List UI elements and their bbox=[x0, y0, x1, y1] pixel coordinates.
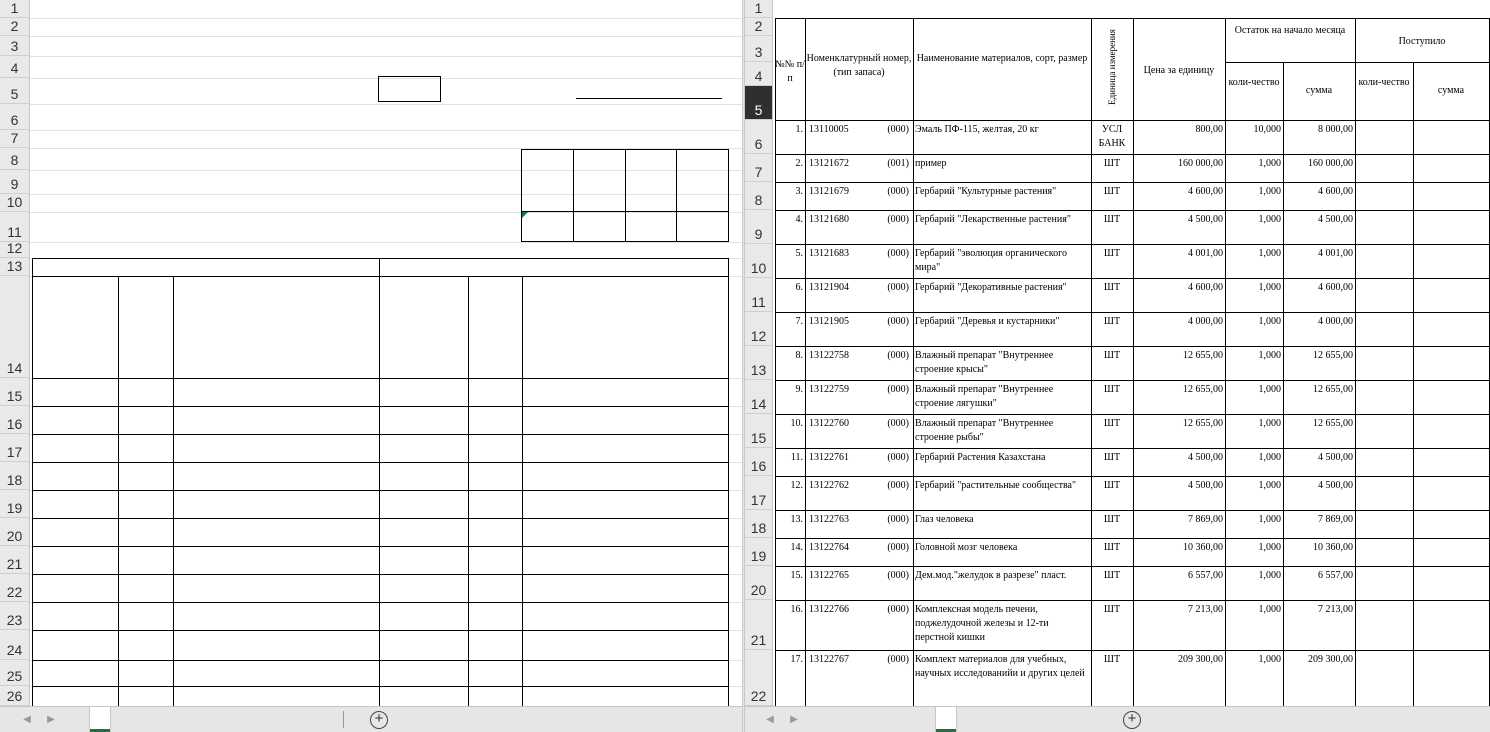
nomenclature-code: 13122763 bbox=[809, 514, 849, 525]
balance-qty: 1,000 bbox=[1258, 316, 1281, 327]
row-header[interactable]: 13 bbox=[0, 258, 29, 276]
row-header[interactable]: 21 bbox=[0, 546, 29, 574]
row-header[interactable]: 4 bbox=[0, 56, 29, 78]
row-number: 16. bbox=[790, 604, 803, 615]
row-header[interactable]: 2 bbox=[0, 18, 29, 36]
price: 4 600,00 bbox=[1188, 282, 1223, 293]
unit: ШТ bbox=[1103, 514, 1121, 525]
approve-signature-line bbox=[576, 98, 722, 99]
row-header[interactable]: 15 bbox=[745, 414, 772, 448]
row-header-column[interactable] bbox=[0, 0, 30, 706]
nomenclature-code: 13122767 bbox=[809, 654, 849, 665]
row-header[interactable]: 7 bbox=[0, 130, 29, 148]
price: 6 557,00 bbox=[1188, 570, 1223, 581]
price: 160 000,00 bbox=[1178, 158, 1223, 169]
stock-type: (000) bbox=[887, 248, 909, 259]
balance-sum: 4 500,00 bbox=[1318, 214, 1353, 225]
unit: ШТ bbox=[1103, 418, 1121, 429]
material-name: Гербарий "Культурные растения" bbox=[915, 186, 1057, 197]
stock-type: (000) bbox=[887, 604, 909, 615]
row-header[interactable]: 12 bbox=[0, 242, 29, 258]
unit: ШТ bbox=[1103, 214, 1121, 225]
row-number: 9. bbox=[795, 384, 803, 395]
nomenclature-code: 13121680 bbox=[809, 214, 849, 225]
row-header[interactable]: 1 bbox=[745, 0, 772, 18]
unit: ШТ bbox=[1103, 384, 1121, 395]
balance-sum: 4 600,00 bbox=[1318, 186, 1353, 197]
balance-sum: 4 001,00 bbox=[1318, 248, 1353, 259]
nomenclature-code: 13122758 bbox=[809, 350, 849, 361]
balance-sum: 12 655,00 bbox=[1313, 350, 1353, 361]
tab-fmu54[interactable] bbox=[90, 707, 110, 732]
right-sheet-pane[interactable] bbox=[745, 0, 1490, 706]
row-number: 17. bbox=[790, 654, 803, 665]
unit: ШТ bbox=[1103, 480, 1121, 491]
col-name-header: Наименование материалов, сорт, размер bbox=[916, 53, 1088, 64]
row-number: 13. bbox=[790, 514, 803, 525]
balance-sum: 4 500,00 bbox=[1318, 480, 1353, 491]
row-number: 10. bbox=[790, 418, 803, 429]
left-sheet-pane[interactable] bbox=[0, 0, 742, 706]
row-header[interactable]: 25 bbox=[0, 660, 29, 686]
material-name: Гербарий Растения Казахстана bbox=[915, 452, 1046, 463]
nomenclature-code: 13121679 bbox=[809, 186, 849, 197]
row-header[interactable]: 23 bbox=[0, 602, 29, 630]
report-number-field[interactable] bbox=[378, 76, 441, 102]
balance-qty: 1,000 bbox=[1258, 542, 1281, 553]
row-header[interactable]: 11 bbox=[745, 278, 772, 312]
nomenclature-code: 13122759 bbox=[809, 384, 849, 395]
price: 12 655,00 bbox=[1183, 384, 1223, 395]
price: 12 655,00 bbox=[1183, 350, 1223, 361]
material-name: Влажный препарат "Внутреннее строение крысы" bbox=[915, 350, 1054, 375]
tab-scroll-right-icon[interactable]: ▶ bbox=[790, 714, 798, 725]
nomenclature-code: 13122765 bbox=[809, 570, 849, 581]
row-header[interactable]: 14 bbox=[745, 380, 772, 414]
price: 12 655,00 bbox=[1183, 418, 1223, 429]
row-header[interactable]: 17 bbox=[0, 434, 29, 462]
col-nomen-header: Номенклатурный номер, (тип запаса) bbox=[806, 53, 912, 78]
stock-type: (000) bbox=[887, 214, 909, 225]
nomenclature-code: 13121904 bbox=[809, 282, 849, 293]
balance-qty: 1,000 bbox=[1258, 248, 1281, 259]
stock-type: (000) bbox=[887, 186, 909, 197]
material-name: Комплект материалов для учебных, научных исследованийи и других целей bbox=[915, 654, 1085, 679]
row-header[interactable]: 9 bbox=[745, 210, 772, 244]
tab-scroll-right-icon[interactable]: ▶ bbox=[47, 714, 55, 725]
unit: ШТ bbox=[1103, 604, 1121, 615]
balance-qty: 1,000 bbox=[1258, 514, 1281, 525]
row-number: 3. bbox=[795, 186, 803, 197]
nomenclature-code: 13122764 bbox=[809, 542, 849, 553]
nomenclature-code: 13121672 bbox=[809, 158, 849, 169]
balance-qty: 10,000 bbox=[1253, 124, 1281, 135]
unit: ШТ bbox=[1103, 452, 1121, 463]
row-header[interactable]: 8 bbox=[745, 182, 772, 210]
price: 4 600,00 bbox=[1188, 186, 1223, 197]
row-header[interactable]: 24 bbox=[0, 630, 29, 660]
stock-type: (001) bbox=[887, 158, 909, 169]
col-balance-header: Остаток на начало месяца bbox=[1234, 25, 1346, 36]
balance-sum: 10 360,00 bbox=[1313, 542, 1353, 553]
balance-qty: 1,000 bbox=[1258, 570, 1281, 581]
stock-type: (000) bbox=[887, 124, 909, 135]
material-name: Гербарий "эволюция органического мира" bbox=[915, 248, 1067, 273]
price: 4 500,00 bbox=[1188, 452, 1223, 463]
material-name: пример bbox=[915, 158, 947, 169]
unit: ШТ bbox=[1103, 350, 1121, 361]
balance-sum-header: сумма bbox=[1305, 85, 1333, 96]
row-header[interactable]: 20 bbox=[745, 566, 772, 600]
nomenclature-code: 13122761 bbox=[809, 452, 849, 463]
row-header[interactable]: 16 bbox=[0, 406, 29, 434]
row-header[interactable]: 20 bbox=[0, 518, 29, 546]
row-header[interactable]: 21 bbox=[745, 600, 772, 650]
material-name: Влажный препарат "Внутреннее строение лягушки" bbox=[915, 384, 1054, 409]
nomenclature-code: 13122762 bbox=[809, 480, 849, 491]
row-header[interactable]: 7 bbox=[745, 154, 772, 182]
row-number: 2. bbox=[795, 158, 803, 169]
row-number: 15. bbox=[790, 570, 803, 581]
stock-type: (000) bbox=[887, 542, 909, 553]
received-sum-header: сумма bbox=[1437, 85, 1465, 96]
price: 800,00 bbox=[1195, 124, 1223, 135]
row-number: 11. bbox=[790, 452, 803, 463]
row-header[interactable]: 1 bbox=[0, 0, 29, 18]
row-header[interactable]: 3 bbox=[0, 36, 29, 56]
row-header[interactable]: 10 bbox=[745, 244, 772, 278]
row-header[interactable]: 11 bbox=[0, 212, 29, 242]
row-number: 1. bbox=[795, 124, 803, 135]
left-sheet-grid[interactable] bbox=[30, 0, 742, 706]
right-sheet-tabbar bbox=[745, 706, 1490, 732]
material-name: Гербарий "Декоративные растения" bbox=[915, 282, 1067, 293]
nomenclature-code: 13122760 bbox=[809, 418, 849, 429]
stock-type: (000) bbox=[887, 514, 909, 525]
balance-sum: 160 000,00 bbox=[1308, 158, 1353, 169]
tab-turnover-fmu54[interactable] bbox=[190, 707, 210, 732]
tab-turnover-fmu54[interactable] bbox=[936, 707, 956, 732]
stock-type: (000) bbox=[887, 452, 909, 463]
row-number: 5. bbox=[795, 248, 803, 259]
balance-sum: 12 655,00 bbox=[1313, 384, 1353, 395]
balance-qty: 1,000 bbox=[1258, 282, 1281, 293]
balance-qty: 1,000 bbox=[1258, 418, 1281, 429]
row-header[interactable]: 4 bbox=[745, 62, 772, 86]
row-number: 8. bbox=[795, 350, 803, 361]
row-header[interactable]: 2 bbox=[745, 18, 772, 36]
unit: ШТ bbox=[1103, 158, 1121, 169]
balance-sum: 4 600,00 bbox=[1318, 282, 1353, 293]
tab-scroll-left-icon[interactable]: ◀ bbox=[23, 714, 31, 725]
unit: ШТ bbox=[1103, 570, 1121, 581]
stock-type: (000) bbox=[887, 570, 909, 581]
material-name: Глаз человека bbox=[915, 514, 974, 525]
col-received-header: Поступило bbox=[1398, 36, 1446, 47]
stock-type: (000) bbox=[887, 480, 909, 491]
balance-sum: 4 500,00 bbox=[1318, 452, 1353, 463]
add-sheet-icon[interactable]: + bbox=[370, 711, 388, 729]
balance-qty: 1,000 bbox=[1258, 452, 1281, 463]
price: 4 500,00 bbox=[1188, 480, 1223, 491]
unit: ШТ bbox=[1103, 248, 1121, 259]
row-header-column[interactable] bbox=[745, 0, 773, 706]
balance-qty: 1,000 bbox=[1258, 186, 1281, 197]
nomenclature-code: 13121683 bbox=[809, 248, 849, 259]
balance-qty: 1,000 bbox=[1258, 350, 1281, 361]
row-header[interactable]: 18 bbox=[745, 510, 772, 538]
row-header[interactable]: 10 bbox=[0, 194, 29, 212]
tab-fmu54[interactable] bbox=[837, 707, 857, 732]
row-header[interactable]: 13 bbox=[745, 346, 772, 380]
material-name: Гербарий "Лекарственные растения" bbox=[915, 214, 1071, 225]
row-header[interactable]: 26 bbox=[0, 686, 29, 706]
balance-sum: 6 557,00 bbox=[1318, 570, 1353, 581]
balance-sum: 209 300,00 bbox=[1308, 654, 1353, 665]
unit: УСЛ БАНК bbox=[1098, 124, 1126, 149]
row-number: 14. bbox=[790, 542, 803, 553]
unit: ШТ bbox=[1103, 542, 1121, 553]
stock-type: (000) bbox=[887, 316, 909, 327]
row-header[interactable]: 6 bbox=[0, 104, 29, 130]
row-header[interactable]: 16 bbox=[745, 448, 772, 476]
tab-scroll-left-icon[interactable]: ◀ bbox=[766, 714, 774, 725]
material-name: Комплексная модель печени, поджелудочной железы и 12-ти перстной кишки bbox=[915, 604, 1049, 643]
stock-type: (000) bbox=[887, 282, 909, 293]
balance-qty: 1,000 bbox=[1258, 158, 1281, 169]
unit: ШТ bbox=[1103, 282, 1121, 293]
col-price-header: Цена за единицу bbox=[1143, 65, 1215, 76]
price: 10 360,00 bbox=[1183, 542, 1223, 553]
balance-qty: 1,000 bbox=[1258, 654, 1281, 665]
row-header[interactable]: 19 bbox=[745, 538, 772, 566]
price: 4 001,00 bbox=[1188, 248, 1223, 259]
add-sheet-icon[interactable]: + bbox=[1123, 711, 1141, 729]
col-unit-header: Единица измерения bbox=[1107, 29, 1117, 105]
row-header[interactable]: 15 bbox=[0, 378, 29, 406]
row-header[interactable]: 9 bbox=[0, 170, 29, 194]
row-header[interactable]: 5 bbox=[745, 86, 772, 120]
balance-qty: 1,000 bbox=[1258, 214, 1281, 225]
nomenclature-code: 13122766 bbox=[809, 604, 849, 615]
balance-sum: 12 655,00 bbox=[1313, 418, 1353, 429]
right-sheet-grid[interactable] bbox=[773, 0, 1490, 706]
row-number: 6. bbox=[795, 282, 803, 293]
row-header[interactable]: 5 bbox=[0, 78, 29, 104]
stock-type: (000) bbox=[887, 418, 909, 429]
col-num-header: №№ п/п bbox=[775, 59, 805, 84]
balance-qty: 1,000 bbox=[1258, 480, 1281, 491]
stock-type: (000) bbox=[887, 384, 909, 395]
price: 4 500,00 bbox=[1188, 214, 1223, 225]
price: 7 869,00 bbox=[1188, 514, 1223, 525]
balance-sum: 8 000,00 bbox=[1318, 124, 1353, 135]
row-header[interactable]: 19 bbox=[0, 490, 29, 518]
balance-sum: 4 000,00 bbox=[1318, 316, 1353, 327]
row-header[interactable]: 12 bbox=[745, 312, 772, 346]
balance-sum: 7 869,00 bbox=[1318, 514, 1353, 525]
row-header[interactable]: 8 bbox=[0, 148, 29, 170]
row-number: 12. bbox=[790, 480, 803, 491]
balance-qty: 1,000 bbox=[1258, 604, 1281, 615]
stock-type: (000) bbox=[887, 654, 909, 665]
material-name: Дем.мод."желудок в разрезе" пласт. bbox=[915, 570, 1067, 581]
material-name: Гербарий "растительные сообщества" bbox=[915, 480, 1077, 491]
material-name: Гербарий "Деревья и кустарники" bbox=[915, 316, 1060, 327]
received-qty-header: коли-чество bbox=[1358, 77, 1410, 88]
balance-qty-header: коли-чество bbox=[1228, 77, 1280, 88]
nomenclature-code: 13121905 bbox=[809, 316, 849, 327]
row-header[interactable]: 22 bbox=[745, 650, 772, 706]
material-name: Влажный препарат "Внутреннее строение рыбы" bbox=[915, 418, 1054, 443]
stock-type: (000) bbox=[887, 350, 909, 361]
left-sheet-tabbar bbox=[0, 706, 742, 732]
price: 4 000,00 bbox=[1188, 316, 1223, 327]
unit: ШТ bbox=[1103, 654, 1121, 665]
unit: ШТ bbox=[1103, 316, 1121, 327]
balance-sum: 7 213,00 bbox=[1318, 604, 1353, 615]
row-number: 4. bbox=[795, 214, 803, 225]
material-name: Эмаль ПФ-115, желтая, 20 кг bbox=[915, 124, 1039, 135]
price: 7 213,00 bbox=[1188, 604, 1223, 615]
row-header[interactable]: 17 bbox=[745, 476, 772, 510]
material-name: Головной мозг человека bbox=[915, 542, 1018, 553]
row-header[interactable]: 14 bbox=[0, 276, 29, 378]
row-header[interactable]: 3 bbox=[745, 36, 772, 62]
unit: ШТ bbox=[1103, 186, 1121, 197]
balance-qty: 1,000 bbox=[1258, 384, 1281, 395]
row-header[interactable]: 18 bbox=[0, 462, 29, 490]
row-header[interactable]: 22 bbox=[0, 574, 29, 602]
row-header[interactable]: 6 bbox=[745, 120, 772, 154]
price: 209 300,00 bbox=[1178, 654, 1223, 665]
row-number: 7. bbox=[795, 316, 803, 327]
cell-indicator bbox=[522, 212, 528, 218]
nomenclature-code: 13110005 bbox=[809, 124, 849, 135]
